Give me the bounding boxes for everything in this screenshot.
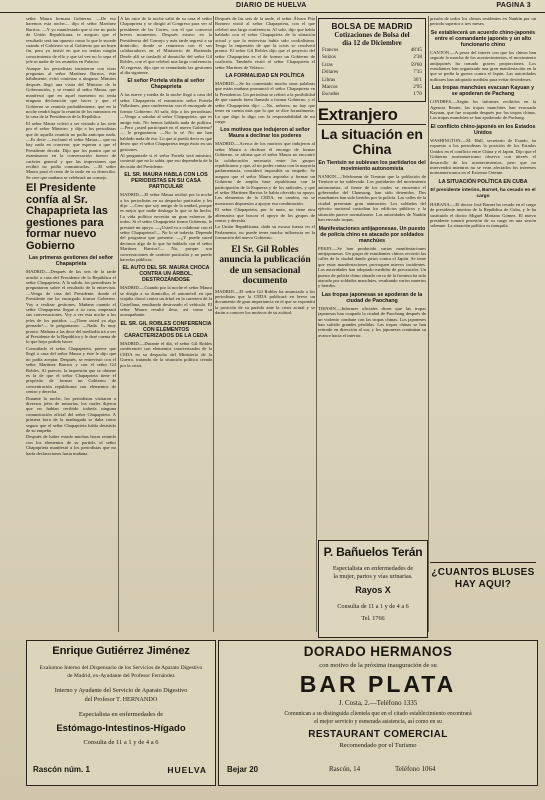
article-text: MADRID.—Después de las seis de la tarde acudió a casa del Presidente de la República el señor Chapaprieta. A la salida, los periodistas le preguntaron sobre el resultado de la entrevista. —Vengo de casa del Presidente, donde el Presidente me ha encargado formar Gobierno. Voy a realizar gestiones. Mañana cuando el señor Chapaprieta llegue a su casa, empezará sus conversaciones. Voy a ver esta noche a los jefes de los partidos. —¿Tiene usted ya algo pensado?— le preguntaron. —Nada. Es muy pronto. Mañana a las doce del mediodía irá a ver al Presidente de la República y le daré cuenta de lo que haya podido hacer. — [26, 269, 116, 345]
ad-dorado-bar: BAR PLATA — [299, 671, 457, 697]
ad-dorado-phone: Teléfono 1064 — [395, 765, 436, 773]
column-2 — [120, 16, 212, 638]
ad-banuelos-line: Especialista en enfermedades de — [332, 565, 414, 572]
ad-cuantos-bluses — [430, 562, 536, 633]
column-4 — [318, 16, 426, 576]
masthead — [0, 0, 545, 13]
subhead-gestiones: Las primeras gestiones del señor Chapaprieta — [28, 255, 114, 268]
ad-gutierrez-line: Especialista en enfermedades de — [78, 711, 164, 718]
bolsa-box — [318, 18, 426, 102]
bolsa-value: 2'95 — [413, 84, 422, 91]
subhead-motivos-maura: Los motivos que indujeron al señor Maura a declinar los poderes — [220, 127, 310, 140]
subhead-auto-maura: EL AUTO DEL SR. MAURA CHOCA CONTRA UN ÁRBOL, DESTROZÁNDOSE — [122, 265, 210, 284]
ad-dorado — [218, 640, 538, 786]
ad-dorado-address: J. Costa, 2.—Teléfono 1335 — [338, 699, 418, 707]
article-text: La Unión Republicana, dada su escasa fuerza en el Parlamento, no puede tener mucha influencia en la formación del nuevo Gobierno. — [215, 224, 315, 241]
ad-gutierrez-city: HUELVA — [167, 765, 207, 775]
subhead-portela: El señor Portela visita al señor Chapaprieta — [127, 78, 205, 91]
article-text: Consultado el señor Chapaprieta, parece que llegó a casa del señor Maura y éste le dijo que no podía aceptar. Después, se entrevistó con el señor Martínez Barrios y con el señor Gil Robles. Al parecer, la impresión que se obtiene es la de que el señor Chapaprieta tiene el propósito de formar un Gobierno de concentración republicana con elementos de centro y derecha. — [26, 345, 116, 395]
ad-banuelos-hours: Consulta de 11 a 1 y de 4 a 6 — [337, 603, 409, 610]
article-text: TIENSIN.—Informes oficiales dicen que las tropas japonesas han ocupado la ciudad de Paochang después de un violento combate con las tropas chinas. Los japoneses han sufrido grandes pérdidas. Las tropas chinas se han retirado en dirección al sur, y los japoneses continúan su avance hacia el interior. — [318, 305, 426, 338]
ad-banuelos — [318, 540, 428, 638]
column-rule — [428, 16, 429, 632]
article-text: prisión de todos los chinos residentes en Nankín por un periodo superior a tres meses. — [430, 16, 536, 27]
bolsa-row — [322, 47, 422, 54]
subhead-acuerdo: Se establecerá un acuerdo chino-japonés entre el comandante japonés y un alto funcionario chino — [430, 29, 536, 48]
bolsa-currency: Francos — [322, 47, 339, 53]
article-text: MADRID.—Durante el día, el señor Gil Robles conferenció con elementos caracterizados de la CEDA en su despacho del Ministerio de la Guerra, tratando de la situación política creada por la crisis. — [120, 340, 212, 368]
bolsa-currency: Liras — [322, 61, 333, 68]
ad-dorado-line: con motivo de la próxima inauguración de su — [319, 662, 437, 669]
column-5 — [430, 16, 536, 554]
article-text: MADRID.—Cuando por la noche el señor Maura se dirigía a su domicilio, el automóvil en que viajaba chocó contra un árbol en la carretera de la Castellana, resultando destrozado el vehículo. El señor Maura resultó ileso, así como su acompañante. — [120, 285, 212, 318]
bolsa-row — [322, 62, 422, 69]
subhead-manchues: Las tropas manchúes evacuan Kayuan y se apoderan de Pachang — [431, 85, 535, 98]
ad-cuantos-text: ¿CUANTOS BLUSES HAY AQUI? — [431, 567, 535, 590]
headline-china: La situación en China — [321, 125, 423, 157]
ad-gutierrez-hours: Consulta de 11 a 1 y de 4 a 6 — [83, 739, 159, 746]
article-text: MADRID.—Acerca de los motivos que indujeron al señor Maura a declinar el encargo de formar Gobierno, se afirma que el señor Maura no encontró la colaboración necesaria entre los grupos republicanos y que, al no poder contar con la mayoría parlamentaria, consideró imposible su empeño. Se asegura que el señor Maura aspiraba a formar un Gobierno de amplia base republicana con la participación de la Esquerra y de los radicales, y que el señor Martínez Barrios le había ofrecido su apoyo. Los elementos de la CEDA, en cambio, no se mostraron dispuestos a apoyar esa combinación. — [215, 141, 315, 206]
ad-dorado-line: Recomendado por el Turismo — [339, 742, 417, 749]
subhead-estados-unidos: El conflicto chino-japonés en los Estados Unidos — [430, 123, 536, 136]
article-text: NANKIN.—Telefonean de Tientsin que la población de Tientsin se ha sublevado. Los partidarios del movimiento autonomista, al frente de los cuales se encuentra el gobernador del Chansung, han sido detenidos. Dos estudiantes han sido heridos por la policía. Las calles de la ciudad presentan gran animación. Los soldados del ejército nacional custodian los edificios públicos y la situación parece normalizarse. Las autoridades de Nankín han enviado tropas. — [318, 173, 426, 223]
ad-gutierrez — [26, 640, 216, 786]
ad-dorado-line: el mejor servicio y esmerada asistencia, así como en su — [314, 719, 442, 725]
ad-gutierrez-line: Interno y Ayudante del Servicio de Aparato Digestivo — [54, 687, 188, 694]
ad-gutierrez-line: Exalumno Interno del Dispensario de los Servicios de Aparato Digestivo — [39, 665, 203, 671]
article-text: Después de las seis de la tarde, el señor Álvaro Pita Romero visitó al señor Chapaprieta, con el que celebró una larga conferencia. Al salir, dijo que había hablado con el señor Chapaprieta de la situación actual y que la entrevista había sido cordialísima. Tengo la impresión de que la crisis se resolverá pronto. El señor Gil Robles dijo que el proyecto del señor Chapaprieta es el de formar un Gobierno de coalición. También visitó al señor Chapaprieta el señor Martínez de Velasco. — [215, 16, 315, 70]
ad-gutierrez-specialty: Estómago-Intestinos-Hígado — [56, 723, 186, 734]
bolsa-value: 59'60 — [410, 61, 422, 68]
subhead-gil-robles-ceda: EL SR. GIL ROBLES CONFERENCIA CON ELEMENTOS CARACTERIZADOS DE LA CEDA — [120, 320, 212, 339]
masthead-title: DIARIO DE HUELVA — [236, 2, 307, 9]
article-text: MADRID.—El señor Maura recibió por la noche a los periodistas en su despacho particular y les dijo: —Creo que soy amigo de la unidad, porque es mejor que nadie deshaga lo que se ha hecho. La vida política necesita un gran esfuerzo de todos. Si el señor Chapaprieta forma Gobierno, le prestaré mi apoyo. —¿Usted va a colaborar con el señor Chapaprieta?— No lo sé todavía. Depende del programa que presente. —¿Y puede usted decirnos algo de lo que ha hablado con el señor Martínez Barrios?— No, porque son conversaciones de carácter particular y no puedo hacerlas públicas. — [120, 192, 212, 263]
bolsa-row — [322, 77, 422, 84]
headline-chapaprieta: El Presidente confía al Sr. Chapaprieta las gestiones para formar nuevo Gobierno — [26, 182, 108, 252]
bolsa-currency: Suizos — [322, 54, 336, 61]
ad-dorado-rascon: Rascón, 14 — [329, 765, 361, 773]
article-text: CANTON.—A pesar del interés con que los chinos han seguido la marcha de los acontecimientos, el movimiento antijaponés ha tomado graves proporciones. Los estudiantes han organizado una gran manifestación en la que se pedía la guerra contra el Japón. Las autoridades militares han adoptado medidas para evitar desórdenes. — [430, 49, 536, 82]
column-rule — [118, 16, 119, 632]
column-1 — [26, 16, 116, 638]
subhead-paochang: Las tropas japonesas se apoderan de la ciudad de Paochang — [321, 291, 423, 304]
bolsa-value: 1'70 — [413, 91, 422, 98]
column-3 — [215, 16, 315, 638]
subhead-formalidad: LA FORMALIDAD EN POLÍTICA — [225, 73, 305, 80]
bolsa-row — [322, 69, 422, 76]
article-text: Al preguntarle si el señor Portela será ministro, contestó que no lo sabía, que eso dependería de la decisión del Presidente. — [120, 152, 212, 169]
article-text: Durante la noche, los periodistas visitaron a diversos jefes de minorías, los cuales dijeron que no habían recibido todavía ninguna comunicación oficial del señor Chapaprieta. A primera hora de la madrugada se daba como seguro que el señor Chapaprieta había desistido de su empeño. — [26, 395, 116, 433]
article-text: HABANA.—El doctor José Barnet ha cesado en el cargo de presidente interino de la República de Cuba, y le ha sustituido el doctor Miguel Mariano Gómez. El nuevo presidente tomará posesión de su cargo en una sesión solemne. La situación política es tranquila. — [430, 201, 536, 229]
bolsa-row — [322, 91, 422, 98]
subhead-cuba: LA SITUACIÓN POLÍTICA EN CUBA — [438, 178, 528, 185]
subhead-tientsin: En Tientsin se sublevan los partidarios del movimiento autonomista — [318, 159, 426, 172]
article-text: El señor Maura volvió a ser visitado a las siete por el señor Ministro, y dijo a los periodistas que de aquella reunión no podía anticipar nada. —Es decir —exclamó el señor Maura— que no hay nada en concreto; que esperan a que el Presidente decida. Dijo que los puntos que se examinaron en la conversación fueron de carácter general y que las impresiones que recibió no podía comunicarlas. —El señor Maura pasó el resto de la tarde en su domicilio. Se cree que mañana se celebrará un consejo. — [26, 120, 116, 180]
bolsa-date: día 12 de Diciembre — [342, 39, 402, 47]
bolsa-currency: Libras — [322, 76, 336, 83]
article-text: A las once de la noche salió de su casa el señor Chapaprieta y se dirigió al Congreso para ver al presidente de las Cortes, con el que conversó breves momentos. Después estuvo en la Presidencia del Consejo y más tarde regresó a su domicilio, donde se reunieron con él sus colaboradores en el Ministerio de Hacienda. Desde allí se trasladó al domicilio del señor Gil Robles, con el que celebró una larga conferencia. Al regresar, dijo que se reanudarán las gestiones al día siguiente. — [120, 16, 212, 76]
bolsa-currency: Escudos — [322, 91, 340, 98]
ad-gutierrez-address: Rascón núm. 1 — [33, 765, 90, 774]
bolsa-currency: Dólares — [322, 69, 339, 76]
bolsa-currency: Marcos — [322, 84, 338, 91]
article-text: señor Maura formara Gobierno. —De eso haremos esta noche— dijo el señor Martínez Barrios. —Y yo manifestado que si ese no pudo de Unión Republicana, te aseguro que el resultado será tan opuesto como lo que le sucede cuando el Gobierno va al Gobierno por un buen fin, pero yo insistí en que no tenían ningún conocimiento de ello y que tal vez no lo sepa el jefe ni nadie de los reunidos en Palacio. — [26, 16, 116, 65]
article-text: MADRID.—El señor Gil Robles ha anunciado a los periodistas que la CEDA publicará en breve un documento de gran importancia en el que se expondrá la posición de su partido ante la crisis actual y se darán a conocer los motivos de su actitud. — [215, 288, 315, 316]
bolsa-row — [322, 54, 422, 61]
bolsa-value: 48'45 — [410, 47, 422, 53]
bolsa-value: 2'38 — [413, 54, 422, 61]
ad-dorado-addr: Bejar 20 — [227, 765, 259, 774]
article-text: PEKIN.—Se han producido varias manifestaciones antijaponesas. Un grupo de estudiantes chinos recorrió las calles de la ciudad dando gritos contra el Japón. Se teme que estas manifestaciones provoquen nuevos incidentes. Las autoridades han adoptado medidas de precaución. Un puesto de policía chino situado cerca de la frontera ha sido atacado por soldados manchúes, resultando varios muertos y heridos. — [318, 245, 426, 289]
subhead-manifestaciones: Manifestaciones antijaponesas. Un puesto de policía chino es atacado por soldados manchúes — [318, 225, 426, 244]
article-text: MADRID.—Se ha comentado mucho unas palabras que están mañana pronunció el señor Chapaprieta en la Presidencia. Un periodista se refirió a la posibilidad de que cuando fuera llamado a formar Gobierno, y el señor Chapaprieta dijo: —No, señores; no hay que tener en cuenta más que lo que se dice formalmente. Lo que digo lo digo con la responsabilidad de mi cargo. — [215, 81, 315, 124]
bolsa-subtitle: Cotizaciones de Bolsa del — [334, 31, 410, 39]
article-text: A las nueve y media de la noche llegó a casa del señor Chapaprieta el exministro señor Portela Valladares, para conferenciar con el encargado de formar Gobierno. Al salir, dijo a los periodistas: —Vengo a saludar al señor Chapaprieta, que es amigo mío. No hemos hablado nada de política. —Pero ¿usted participará en el nuevo Gobierno?— le preguntaron. —No lo sé. No me han hablado nada de eso. Lo que sí puedo decir es que deseo que el señor Chapaprieta tenga éxito en sus gestiones. — [120, 92, 212, 152]
subhead-barnet: El presidente interino, Barnet, ha cesado en el cargo — [430, 187, 536, 199]
ad-dorado-restaurant: RESTAURANT COMERCIAL — [308, 729, 448, 740]
bolsa-row — [322, 84, 422, 91]
ad-banuelos-phone: Tel. 1766 — [361, 615, 385, 622]
section-extranjero: Extranjero — [318, 106, 426, 125]
ad-dorado-name: DORADO HERMANOS — [303, 644, 453, 659]
column-rule — [316, 16, 317, 632]
ad-banuelos-line: la mujer, partos y vías urinarias. — [333, 573, 413, 580]
bolsa-table — [322, 47, 422, 99]
bolsa-title: BOLSA DE MADRID — [331, 21, 413, 31]
ad-gutierrez-line: del Profesor T. HERNANDO — [84, 696, 158, 703]
bolsa-value: 7'35 — [413, 69, 422, 76]
article-text: Después de haber estado muchas horas reunido con los elementos de su partido, el señor Chapaprieta manifestó a los periodistas que no haría declaraciones hasta mañana. — [26, 434, 116, 456]
ad-gutierrez-name: Enrique Gutiérrez Jiménez — [52, 645, 190, 657]
headline-gil-robles-documento: El Sr. Gil Robles anuncia la publicación de un sensacional documento — [219, 244, 311, 287]
article-text: El señor Chapaprieta, por lo tanto, no tiene otra alternativa que buscar el apoyo de los grupos de centro y derecha. — [215, 207, 315, 223]
bolsa-value: 36'1 — [413, 76, 422, 83]
page-number: PAGINA 3 — [496, 2, 531, 9]
ad-banuelos-rayos: Rayos X — [355, 585, 391, 595]
article-text: Aunque los periodistas insistieron con otras preguntas al señor Martínez Barrios, éste hábilmente, evitó contestar a ninguna. Minutos después llegó una visita del Ministro de la Gobernación, y se reunió al señor Maura, que manifestó que en aquel momento no tenía ninguna declaración que hacer y que el Gobierno se reuniría probablemente, que en la noche tendrá lugar la reunión de los ministros en la casa de la Presidencia de la República. — [26, 65, 116, 120]
article-text: WASHINGTON.—M. Hull, secretario de Estado, ha expuesto a los periodistas la posición de los Estados Unidos en el conflicto entre China y el Japón. Dijo que el Gobierno norteamericano observa con interés el desarrollo de los acontecimientos, pero que no intervendrá mientras no se vean afectados los intereses norteamericanos en el Extremo Oriente. — [430, 137, 536, 176]
ad-gutierrez-line: de Madrid, ex-Ayudante del Profesor Fernández — [67, 673, 175, 679]
article-text: LONDRES.—Según los informes recibidos en la Agencia Reuter, las tropas manchúes han evacuado Kayuan, que fue ocupada después por las tropas chinas. Las tropas manchúes se han apoderado de Pachang. — [430, 99, 536, 121]
ad-dorado-line: Comunican a su distinguida clientela que en el citado establecimiento encontrará — [284, 711, 472, 717]
ad-banuelos-name: P. Bañuelos Terán — [323, 545, 423, 559]
column-rule — [213, 16, 214, 632]
subhead-maura-periodistas: EL SR. MAURA HABLA CON LOS PERIODISTAS EN SU CASA PARTICULAR — [124, 172, 208, 191]
